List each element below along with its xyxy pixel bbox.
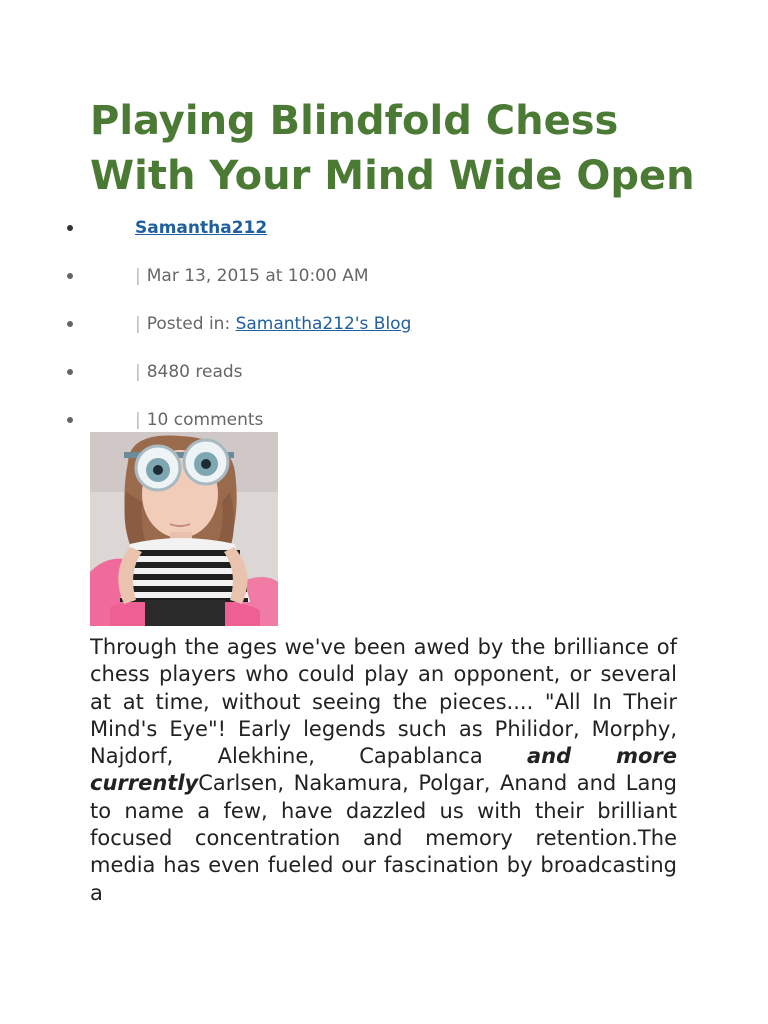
- article-meta-list: [0, 210, 768, 450]
- bullet-icon: [67, 321, 73, 327]
- girl-with-googly-eye-glasses-icon: [90, 432, 278, 626]
- bullet-icon: [67, 225, 73, 231]
- meta-author: [135, 216, 267, 240]
- meta-category-item: [0, 306, 768, 354]
- body-text-part-2: Carlsen, Nakamura, Polgar, Anand and Lang to name a few, have dazzled us with their brilliant focused concentration and memory retention.The media has even fueled our fascination by broadcasting a: [90, 771, 677, 905]
- post-date: Mar 13, 2015 at 10:00 AM: [146, 266, 369, 286]
- meta-reads-item: [0, 354, 768, 402]
- author-link[interactable]: Samantha212: [135, 218, 268, 238]
- body-text-part-1: Through the ages we've been awed by the brilliance of chess players who could play an opponent, or several at at time, without seeing the pieces.... "All In Their Mind's Eye"! Early legends such as Philidor, Morphy, Najdorf, Alekhine, Capablanca: [90, 635, 677, 769]
- separator: |: [135, 314, 141, 334]
- reads-count: 8480 reads: [146, 362, 243, 382]
- article-body-paragraph: [90, 634, 677, 907]
- article-photo: [90, 432, 278, 626]
- body-emphasis: and more currently: [90, 744, 677, 796]
- separator: |: [135, 410, 141, 430]
- blog-link[interactable]: Samantha212's Blog: [235, 314, 412, 334]
- comments-count: 10 comments: [146, 410, 264, 430]
- bullet-icon: [67, 417, 73, 423]
- meta-author-item: [0, 210, 768, 258]
- meta-category: [135, 312, 411, 336]
- meta-reads: [135, 360, 243, 384]
- posted-in-label: Posted in:: [146, 314, 236, 334]
- separator: |: [135, 266, 141, 286]
- separator: |: [135, 362, 141, 382]
- meta-comments: [135, 408, 263, 432]
- bullet-icon: [67, 369, 73, 375]
- article-title: Playing Blindfold Chess With Your Mind Wide Open: [90, 98, 695, 199]
- meta-date: [135, 264, 369, 288]
- bullet-icon: [67, 273, 73, 279]
- meta-date-item: [0, 258, 768, 306]
